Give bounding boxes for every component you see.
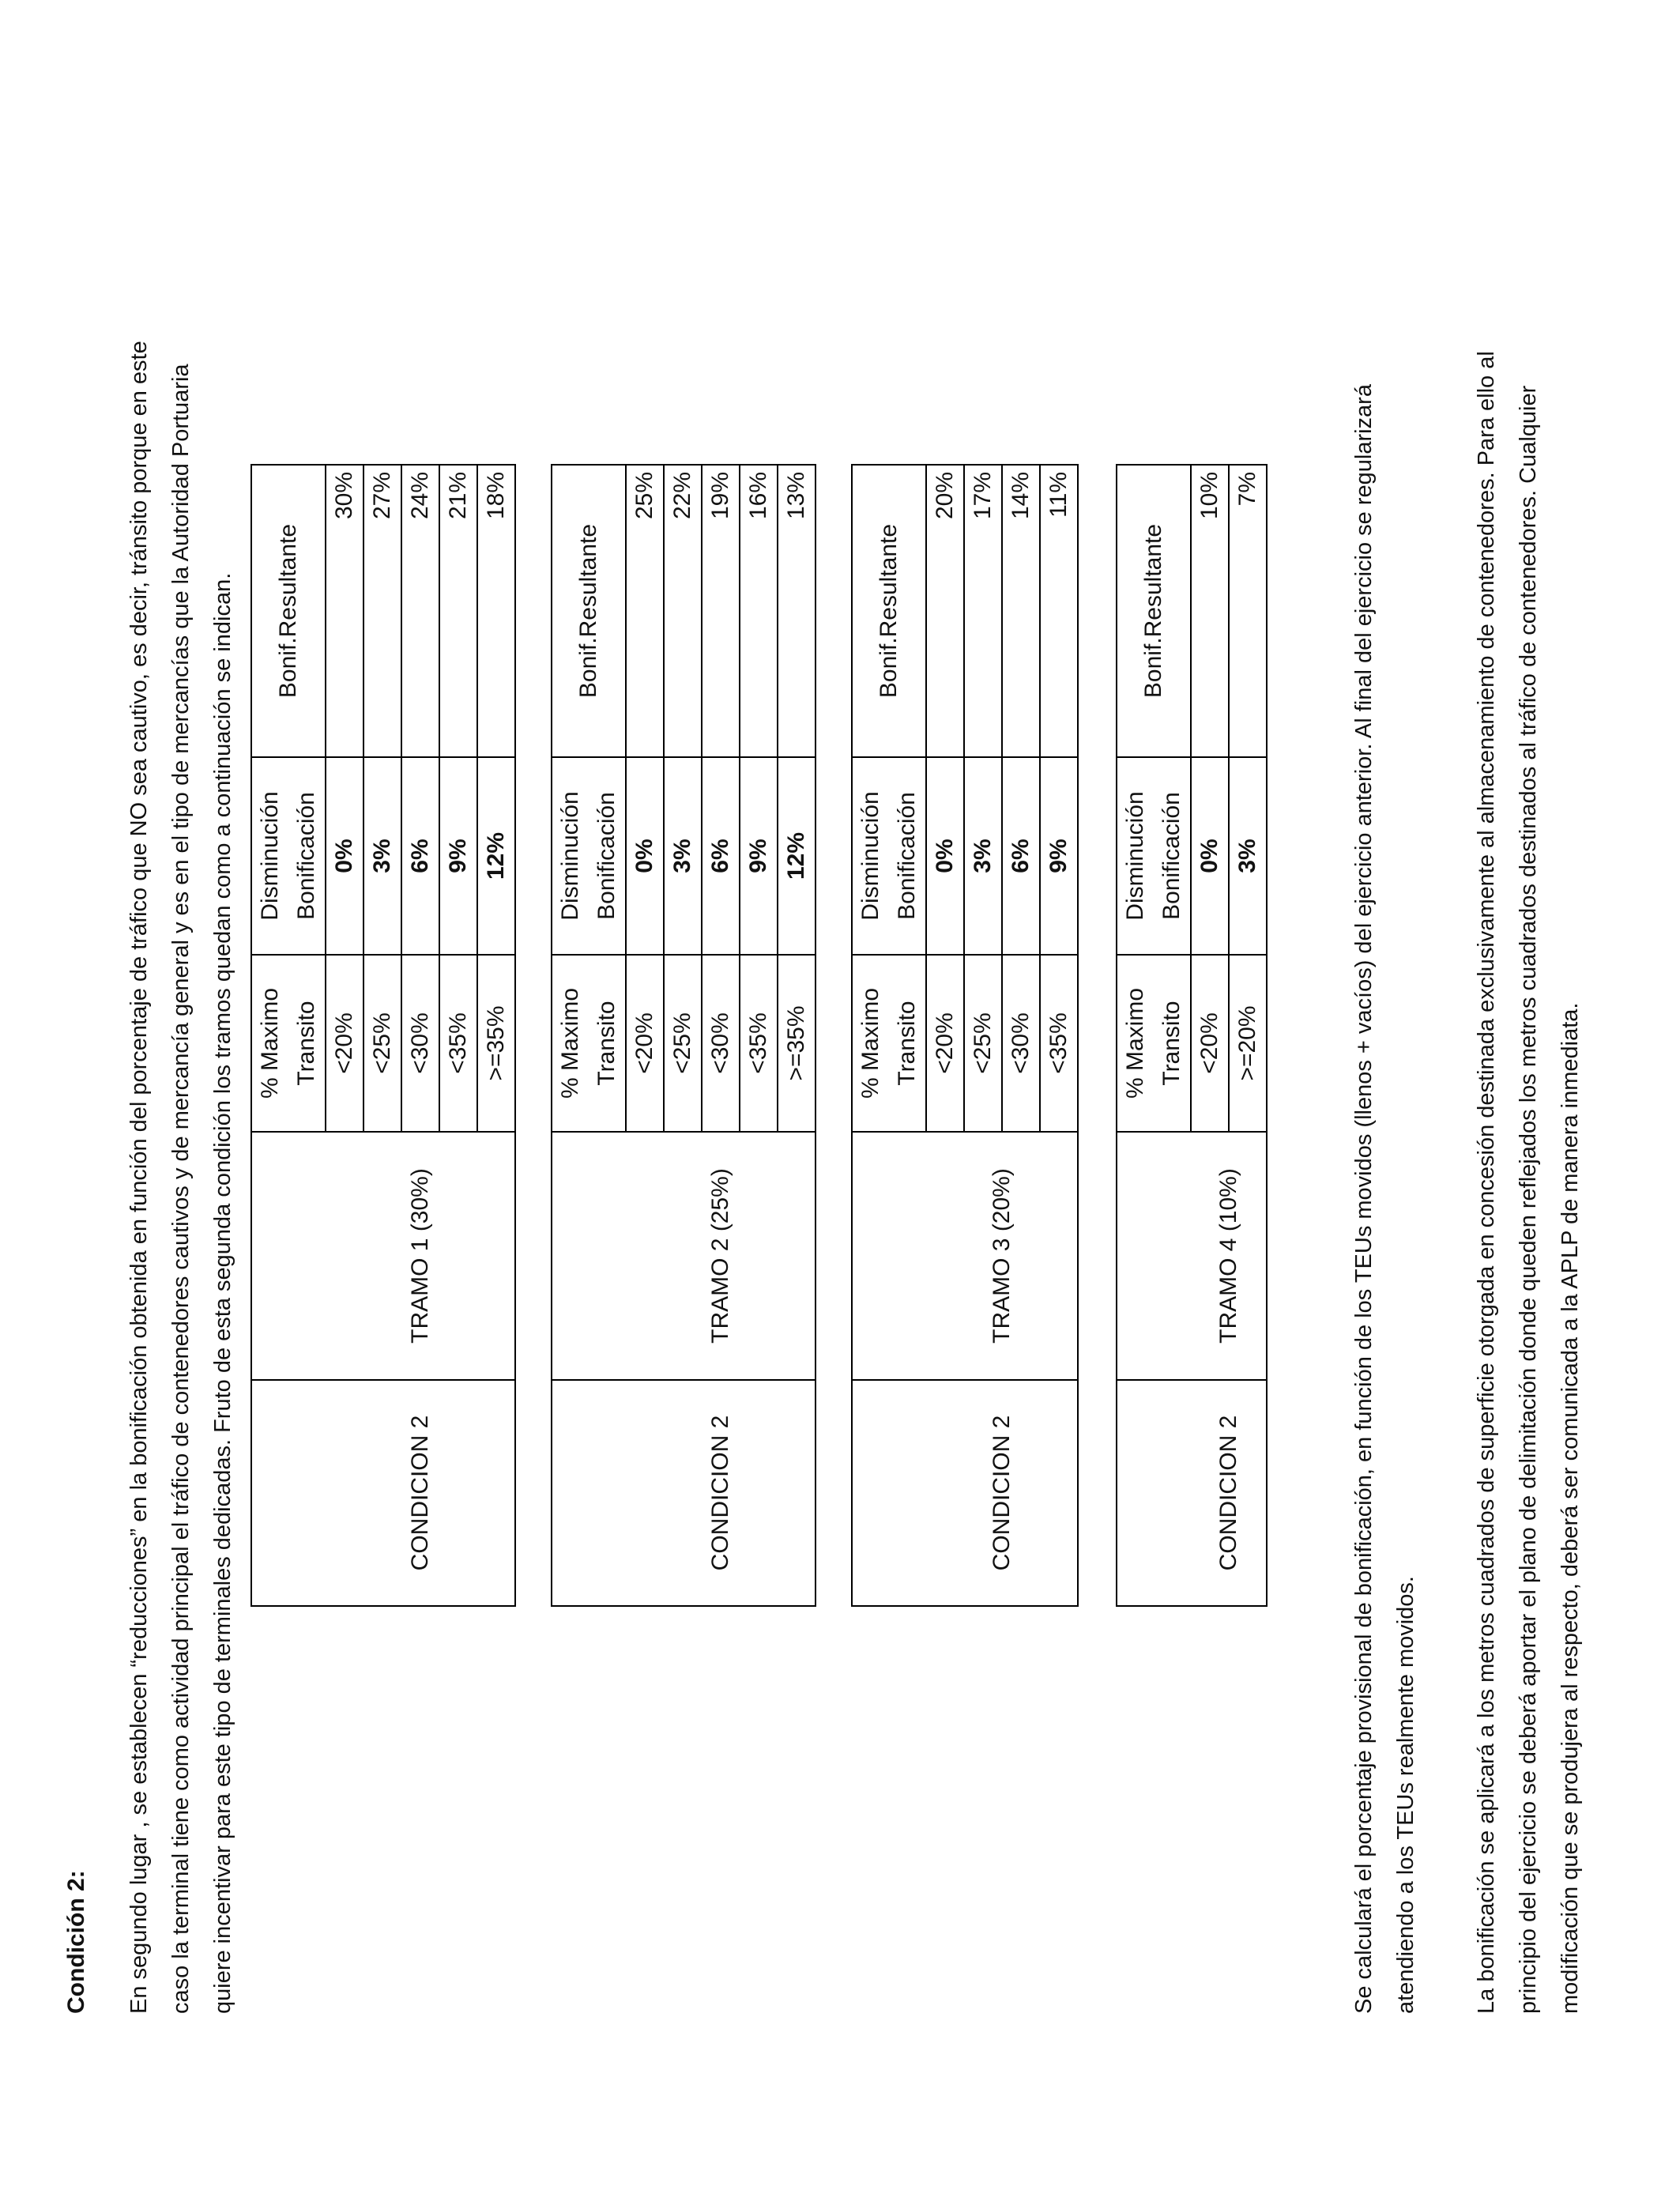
- disminucion-cell: 9%: [1040, 757, 1078, 955]
- disminucion-cell: 12%: [778, 757, 816, 955]
- bonif-cell: 30%: [326, 465, 363, 757]
- tramo-label: TRAMO 1 (30%): [326, 1132, 515, 1380]
- bonif-cell: 14%: [1002, 465, 1040, 757]
- max-transito-header: [852, 955, 926, 1132]
- bonif-cell: 25%: [626, 465, 664, 757]
- bonif-cell: 24%: [401, 465, 439, 757]
- tramo-cell-top: [852, 1132, 926, 1380]
- disminucion-header: [251, 757, 326, 955]
- bonif-cell: 20%: [926, 465, 964, 757]
- condicion-label: CONDICION 2: [326, 1380, 515, 1606]
- bonif-cell: 17%: [964, 465, 1002, 757]
- disminucion-cell: 3%: [363, 757, 401, 955]
- disminucion-header: [852, 757, 926, 955]
- tramo-3-table: [851, 464, 1079, 1607]
- disminucion-cell: 3%: [964, 757, 1002, 955]
- superficie-paragraph: La bonificación se aplicará a los metros cuadrados de superficie otorgada en concesión destinada exclusivamente al almacenamiento de contenedores. Para ello al principio del ejercicio se deberá aportar el plano de delimitación donde queden reflejados los metros cuadrados destinados al tráfico de contenedores. Cualquier modificación que se produjera al respecto, deberá ser comunicada a la APLP de manera inmediata.: [1474, 351, 1583, 2014]
- disminucion-cell: 0%: [1191, 757, 1229, 955]
- max-transito-cell: <25%: [664, 955, 702, 1132]
- max-header-line2: Transito: [293, 1001, 319, 1086]
- bonif-resultante-header: Bonif.Resultante: [1117, 465, 1191, 757]
- disminucion-header: [552, 757, 626, 955]
- tramo-4-table: [1116, 464, 1268, 1607]
- teus-paragraph: Se calculará el porcentaje provisional de bonificación, en función de los TEUs movidos (llenos + vacíos) del ejercicio anterior. Al final del ejercicio se regularizará atendiendo a los TEUs realmente movidos.: [1351, 384, 1418, 2014]
- bonif-resultante-header: Bonif.Resultante: [251, 465, 326, 757]
- max-transito-cell: <25%: [363, 955, 401, 1132]
- disminucion-cell: 0%: [926, 757, 964, 955]
- bonif-cell: 21%: [439, 465, 477, 757]
- dis-header-line1: Disminución: [1122, 791, 1148, 921]
- tramo-label: TRAMO 4 (10%): [1191, 1132, 1267, 1380]
- bonif-cell: 27%: [363, 465, 401, 757]
- dis-header-line2: Bonificación: [1158, 792, 1185, 920]
- disminucion-cell: 6%: [401, 757, 439, 955]
- max-transito-header: [552, 955, 626, 1132]
- condicion-cell-top: [852, 1380, 926, 1606]
- max-header-line1: % Maximo: [857, 987, 883, 1099]
- max-transito-cell: <35%: [1040, 955, 1078, 1132]
- max-transito-cell: <30%: [401, 955, 439, 1132]
- max-transito-cell: >=35%: [778, 955, 816, 1132]
- disminucion-header: [1117, 757, 1191, 955]
- tramo-label: TRAMO 2 (25%): [626, 1132, 816, 1380]
- bonif-cell: 18%: [477, 465, 515, 757]
- max-transito-cell: <30%: [702, 955, 740, 1132]
- bonif-cell: 13%: [778, 465, 816, 757]
- disminucion-cell: 12%: [477, 757, 515, 955]
- max-header-line2: Transito: [894, 1001, 920, 1086]
- tramo-label: TRAMO 3 (20%): [926, 1132, 1078, 1380]
- max-header-line2: Transito: [1158, 1001, 1185, 1086]
- bonif-cell: 10%: [1191, 465, 1229, 757]
- dis-header-line2: Bonificación: [894, 792, 920, 920]
- disminucion-cell: 0%: [326, 757, 363, 955]
- bonif-cell: 16%: [740, 465, 778, 757]
- bonif-resultante-header: Bonif.Resultante: [552, 465, 626, 757]
- max-transito-cell: <35%: [740, 955, 778, 1132]
- intro-paragraph: En segundo lugar , se establecen “reducciones” en la bonificación obtenida en función del porcentaje de tráfico que NO sea cautivo, es decir, tránsito porque en este caso la terminal tiene como actividad principal el tráfico de contenedores cautivos y de mercancía general y es en el tipo de mercancías que la Autoridad Portuaria quiere incentivar para este tipo de terminales dedicadas. Fruto de esta segunda condición los tramos quedan como a continuación se indican.: [126, 341, 235, 2014]
- tramo-cell-top: [251, 1132, 326, 1380]
- condicion-label: CONDICION 2: [926, 1380, 1078, 1606]
- tramo-cell-top: [552, 1132, 626, 1380]
- bonif-resultante-header: Bonif.Resultante: [852, 465, 926, 757]
- tramo-1-table: [250, 464, 516, 1607]
- dis-header-line2: Bonificación: [293, 792, 319, 920]
- max-transito-cell: >=20%: [1229, 955, 1267, 1132]
- max-transito-cell: <20%: [326, 955, 363, 1132]
- disminucion-cell: 3%: [664, 757, 702, 955]
- max-transito-cell: >=35%: [477, 955, 515, 1132]
- max-transito-cell: <20%: [1191, 955, 1229, 1132]
- max-header-line1: % Maximo: [1122, 987, 1148, 1099]
- condicion-cell-top: [552, 1380, 626, 1606]
- disminucion-cell: 0%: [626, 757, 664, 955]
- condicion-label: CONDICION 2: [1191, 1380, 1267, 1606]
- max-transito-cell: <20%: [926, 955, 964, 1132]
- tramo-2-table: [551, 464, 816, 1607]
- dis-header-line1: Disminución: [257, 791, 283, 921]
- max-transito-header: [251, 955, 326, 1132]
- tramo-cell-top: [1117, 1132, 1191, 1380]
- condicion-label: CONDICION 2: [626, 1380, 816, 1606]
- bonif-cell: 11%: [1040, 465, 1078, 757]
- bonif-cell: 7%: [1229, 465, 1267, 757]
- section-title: Condición 2:: [63, 1870, 89, 2014]
- dis-header-line1: Disminución: [557, 791, 583, 921]
- disminucion-cell: 3%: [1229, 757, 1267, 955]
- condicion-cell-top: [251, 1380, 326, 1606]
- disminucion-cell: 6%: [702, 757, 740, 955]
- max-transito-cell: <20%: [626, 955, 664, 1132]
- bonif-cell: 19%: [702, 465, 740, 757]
- disminucion-cell: 9%: [439, 757, 477, 955]
- disminucion-cell: 9%: [740, 757, 778, 955]
- disminucion-cell: 6%: [1002, 757, 1040, 955]
- max-header-line1: % Maximo: [257, 987, 283, 1099]
- dis-header-line2: Bonificación: [593, 792, 620, 920]
- max-header-line2: Transito: [593, 1001, 620, 1086]
- max-transito-cell: <35%: [439, 955, 477, 1132]
- max-header-line1: % Maximo: [557, 987, 583, 1099]
- max-transito-cell: <25%: [964, 955, 1002, 1132]
- bonif-cell: 22%: [664, 465, 702, 757]
- dis-header-line1: Disminución: [857, 791, 883, 921]
- max-transito-cell: <30%: [1002, 955, 1040, 1132]
- max-transito-header: [1117, 955, 1191, 1132]
- condicion-cell-top: [1117, 1380, 1191, 1606]
